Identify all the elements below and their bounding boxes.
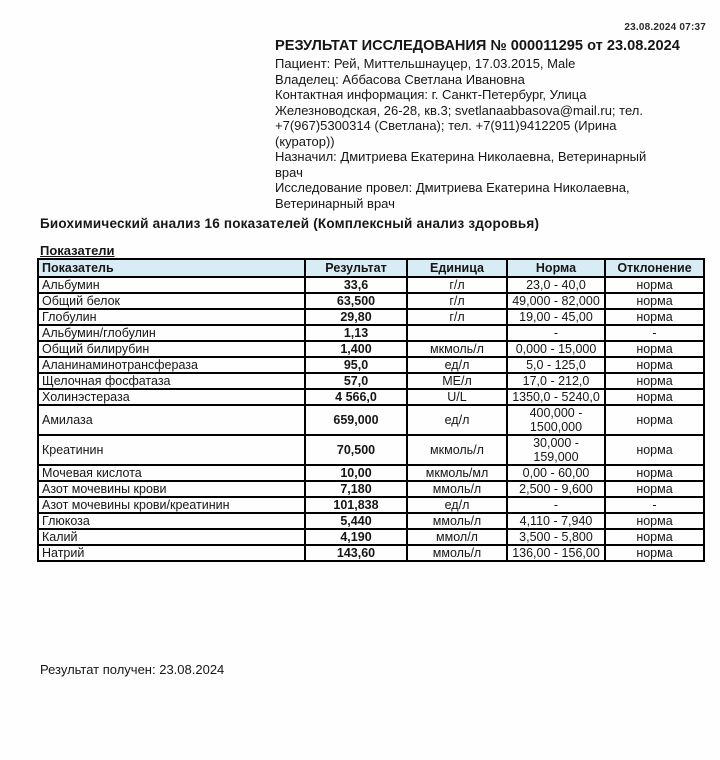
norm-cell: 3,500 - 5,800 [507,529,605,545]
report-header-line: Владелец: Аббасова Светлана Ивановна [275,71,525,87]
norm-cell: 4,110 - 7,940 [507,513,605,529]
table-row [38,341,704,357]
result-cell: 7,180 [305,481,407,497]
table-row [38,529,704,545]
table-row [38,513,704,529]
report-header-line: Назначил: Дмитриева Екатерина Николаевна, Ветеринарный врач [275,149,647,180]
table-row [38,293,704,309]
norm-cell: 0,00 - 60,00 [507,465,605,481]
report-header-lines [275,56,672,211]
deviation-cell: норма [605,373,704,389]
unit-cell: г/л [407,277,507,293]
result-cell: 1,400 [305,341,407,357]
deviation-cell: норма [605,435,704,465]
header-row [38,259,704,277]
result-cell: 95,0 [305,357,407,373]
unit-cell: г/л [407,293,507,309]
results-table [37,258,705,562]
section-heading: Биохимический анализ 16 показателей (Комплексный анализ здоровья) [40,216,540,231]
result-cell: 63,500 [305,293,407,309]
deviation-cell: норма [605,545,704,561]
column-header-indicator: Показатель [38,259,305,277]
deviation-cell: - [605,497,704,513]
result-cell: 659,000 [305,405,407,435]
result-cell: 29,80 [305,309,407,325]
unit-cell [407,325,507,341]
table-row [38,389,704,405]
unit-cell: г/л [407,309,507,325]
table-row [38,357,704,373]
table-row [38,481,704,497]
result-cell: 10,00 [305,465,407,481]
norm-cell: 2,500 - 9,600 [507,481,605,497]
deviation-cell: норма [605,513,704,529]
unit-cell: мкмоль/мл [407,465,507,481]
result-cell: 4,190 [305,529,407,545]
report-title: РЕЗУЛЬТАТ ИССЛЕДОВАНИЯ № 000011295 от 23.08.2024 [275,38,680,54]
table-row [38,545,704,561]
deviation-cell: норма [605,389,704,405]
deviation-cell: - [605,325,704,341]
norm-cell: 49,000 - 82,000 [507,293,605,309]
indicator-name-cell: Глюкоза [38,513,305,529]
result-cell: 1,13 [305,325,407,341]
deviation-cell: норма [605,277,704,293]
norm-cell: - [507,497,605,513]
norm-cell: 400,000 - 1500,000 [507,405,605,435]
unit-cell: ммоль/л [407,481,507,497]
table-row [38,277,704,293]
indicator-name-cell: Калий [38,529,305,545]
indicator-name-cell: Общий билирубин [38,341,305,357]
column-header-norm: Норма [507,259,605,277]
table-row [38,497,704,513]
table-row [38,373,704,389]
report-header [275,38,680,211]
deviation-cell: норма [605,481,704,497]
indicator-name-cell: Общий белок [38,293,305,309]
unit-cell: ед/л [407,497,507,513]
norm-cell: 5,0 - 125,0 [507,357,605,373]
table-row [38,465,704,481]
norm-cell: - [507,325,605,341]
report-header-line: Контактная информация: г. Санкт-Петербург, Улица Железноводская, 26-28, кв.3; svetlanaabbasova@mail.ru; тел. +7(967)5300314 (Светлана); тел. +7(911)9412205 (Ирина (куратор)) [275,87,643,149]
unit-cell: ммоль/л [407,545,507,561]
result-cell: 5,440 [305,513,407,529]
column-header-result: Результат [305,259,407,277]
result-cell: 4 566,0 [305,389,407,405]
column-header-deviation: Отклонение [605,259,704,277]
deviation-cell: норма [605,529,704,545]
table-label: Показатели [40,243,115,258]
unit-cell: МЕ/л [407,373,507,389]
deviation-cell: норма [605,357,704,373]
unit-cell: U/L [407,389,507,405]
result-cell: 70,500 [305,435,407,465]
result-cell: 101,838 [305,497,407,513]
result-cell: 57,0 [305,373,407,389]
deviation-cell: норма [605,309,704,325]
norm-cell: 0,000 - 15,000 [507,341,605,357]
deviation-cell: норма [605,465,704,481]
indicator-name-cell: Мочевая кислота [38,465,305,481]
unit-cell: мкмоль/л [407,341,507,357]
result-received: Результат получен: 23.08.2024 [40,662,225,677]
indicator-name-cell: Холинэстераза [38,389,305,405]
deviation-cell: норма [605,405,704,435]
norm-cell: 17,0 - 212,0 [507,373,605,389]
results-table-body [38,277,704,561]
indicator-name-cell: Щелочная фосфатаза [38,373,305,389]
unit-cell: ммоль/л [407,513,507,529]
table-row [38,435,704,465]
indicator-name-cell: Азот мочевины крови/креатинин [38,497,305,513]
indicator-name-cell: Глобулин [38,309,305,325]
unit-cell: ед/л [407,357,507,373]
unit-cell: ммол/л [407,529,507,545]
unit-cell: мкмоль/л [407,435,507,465]
report-header-line: Исследование провел: Дмитриева Екатерина Николаевна, Ветеринарный врач [275,180,630,211]
table-row [38,405,704,435]
deviation-cell: норма [605,293,704,309]
norm-cell: 19,00 - 45,00 [507,309,605,325]
norm-cell: 23,0 - 40,0 [507,277,605,293]
result-cell: 33,6 [305,277,407,293]
indicator-name-cell: Альбумин/глобулин [38,325,305,341]
table-row [38,325,704,341]
print-timestamp: 23.08.2024 07:37 [624,22,706,33]
norm-cell: 30,000 - 159,000 [507,435,605,465]
indicator-name-cell: Амилаза [38,405,305,435]
deviation-cell: норма [605,341,704,357]
indicator-name-cell: Азот мочевины крови [38,481,305,497]
results-table-header [38,259,704,277]
indicator-name-cell: Альбумин [38,277,305,293]
table-row [38,309,704,325]
column-header-unit: Единица [407,259,507,277]
indicator-name-cell: Натрий [38,545,305,561]
indicator-name-cell: Креатинин [38,435,305,465]
result-cell: 143,60 [305,545,407,561]
norm-cell: 1350,0 - 5240,0 [507,389,605,405]
norm-cell: 136,00 - 156,00 [507,545,605,561]
indicator-name-cell: Аланинаминотрансфераза [38,357,305,373]
report-header-line: Пациент: Рей, Миттельшнауцер, 17.03.2015, Male [275,56,576,71]
unit-cell: ед/л [407,405,507,435]
